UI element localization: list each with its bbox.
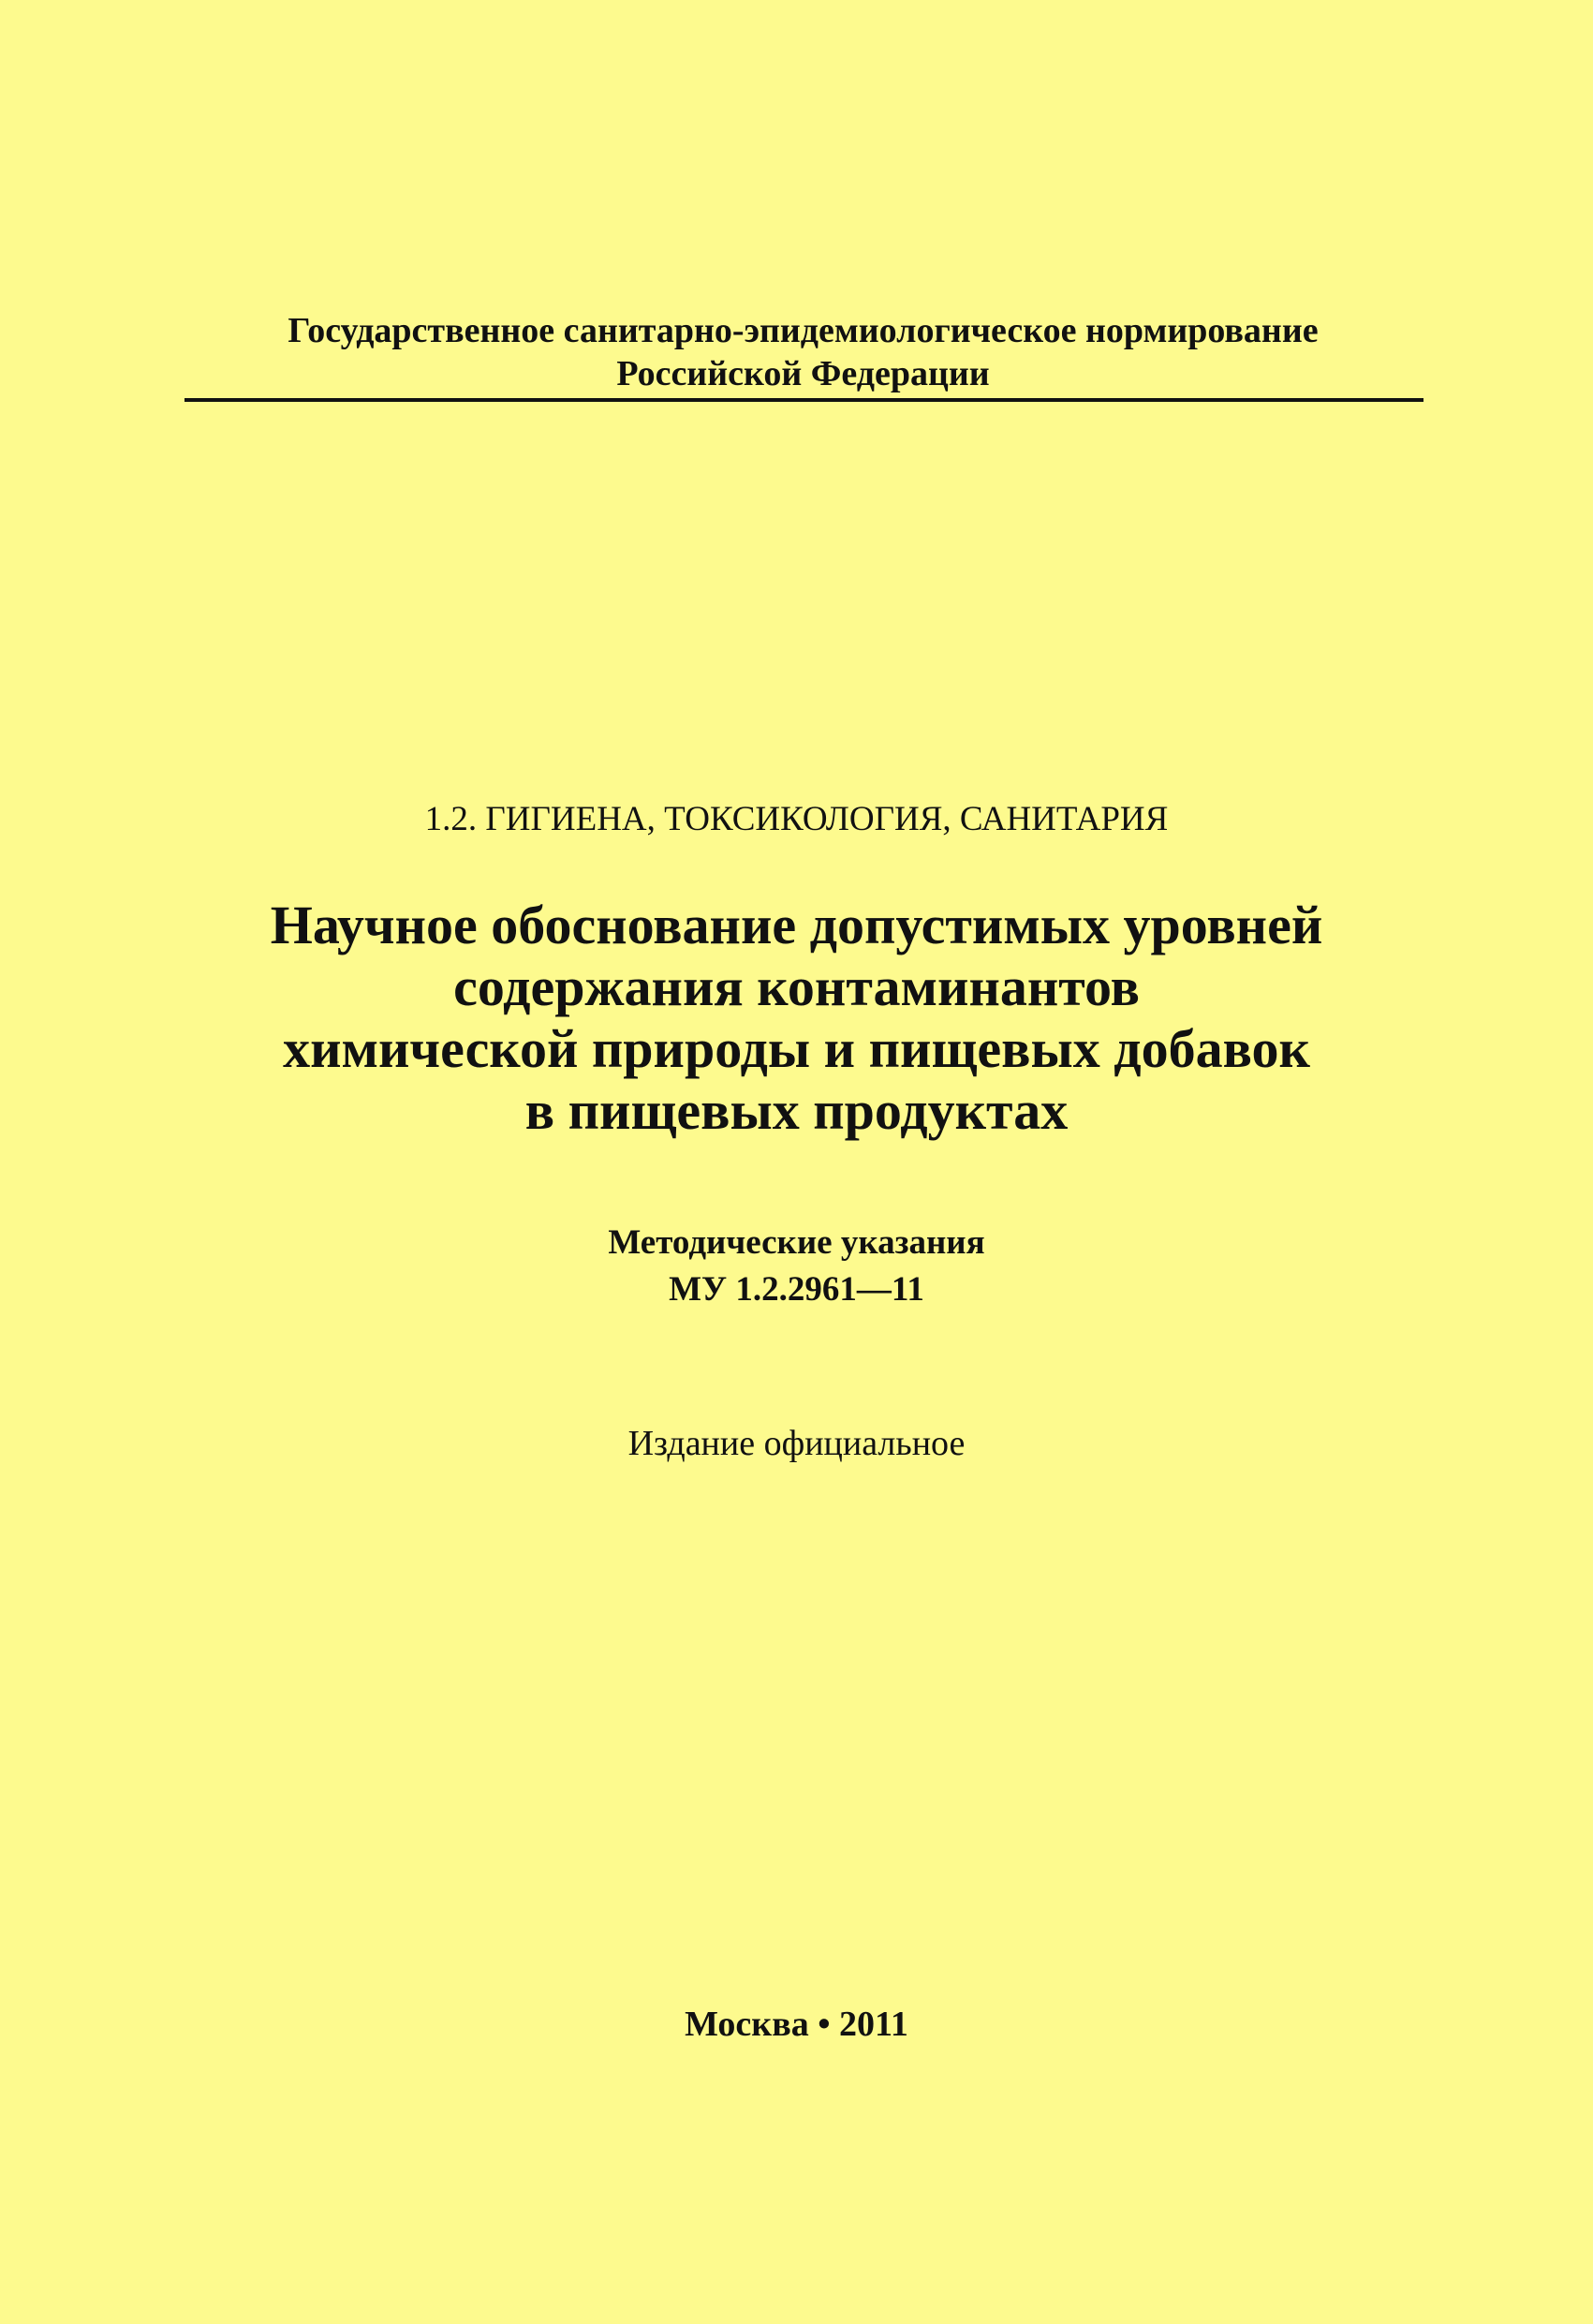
- document-title-line: содержания контаминантов: [453, 956, 1140, 1017]
- section-heading: 1.2. ГИГИЕНА, ТОКСИКОЛОГИЯ, САНИТАРИЯ: [424, 800, 1169, 838]
- document-title-line: Научное обоснование допустимых уровней: [270, 895, 1323, 955]
- document-type-block: [0, 1220, 1593, 1313]
- document-title: [0, 895, 1593, 1142]
- header-divider: [184, 398, 1423, 402]
- publisher-header-line1: Государственное санитарно-эпидемиологическое нормирование: [288, 311, 1319, 350]
- document-title-line: химической природы и пищевых добавок: [283, 1018, 1310, 1079]
- edition-note: Издание официальное: [627, 1424, 966, 1463]
- publisher-header: [183, 309, 1423, 395]
- document-code: МУ 1.2.2961—11: [669, 1270, 924, 1309]
- imprint: Москва • 2011: [685, 2005, 908, 2044]
- publisher-header-line2: Российской Федерации: [616, 354, 990, 393]
- document-title-line: в пищевых продуктах: [524, 1080, 1069, 1141]
- document-type: Методические указания: [608, 1223, 985, 1262]
